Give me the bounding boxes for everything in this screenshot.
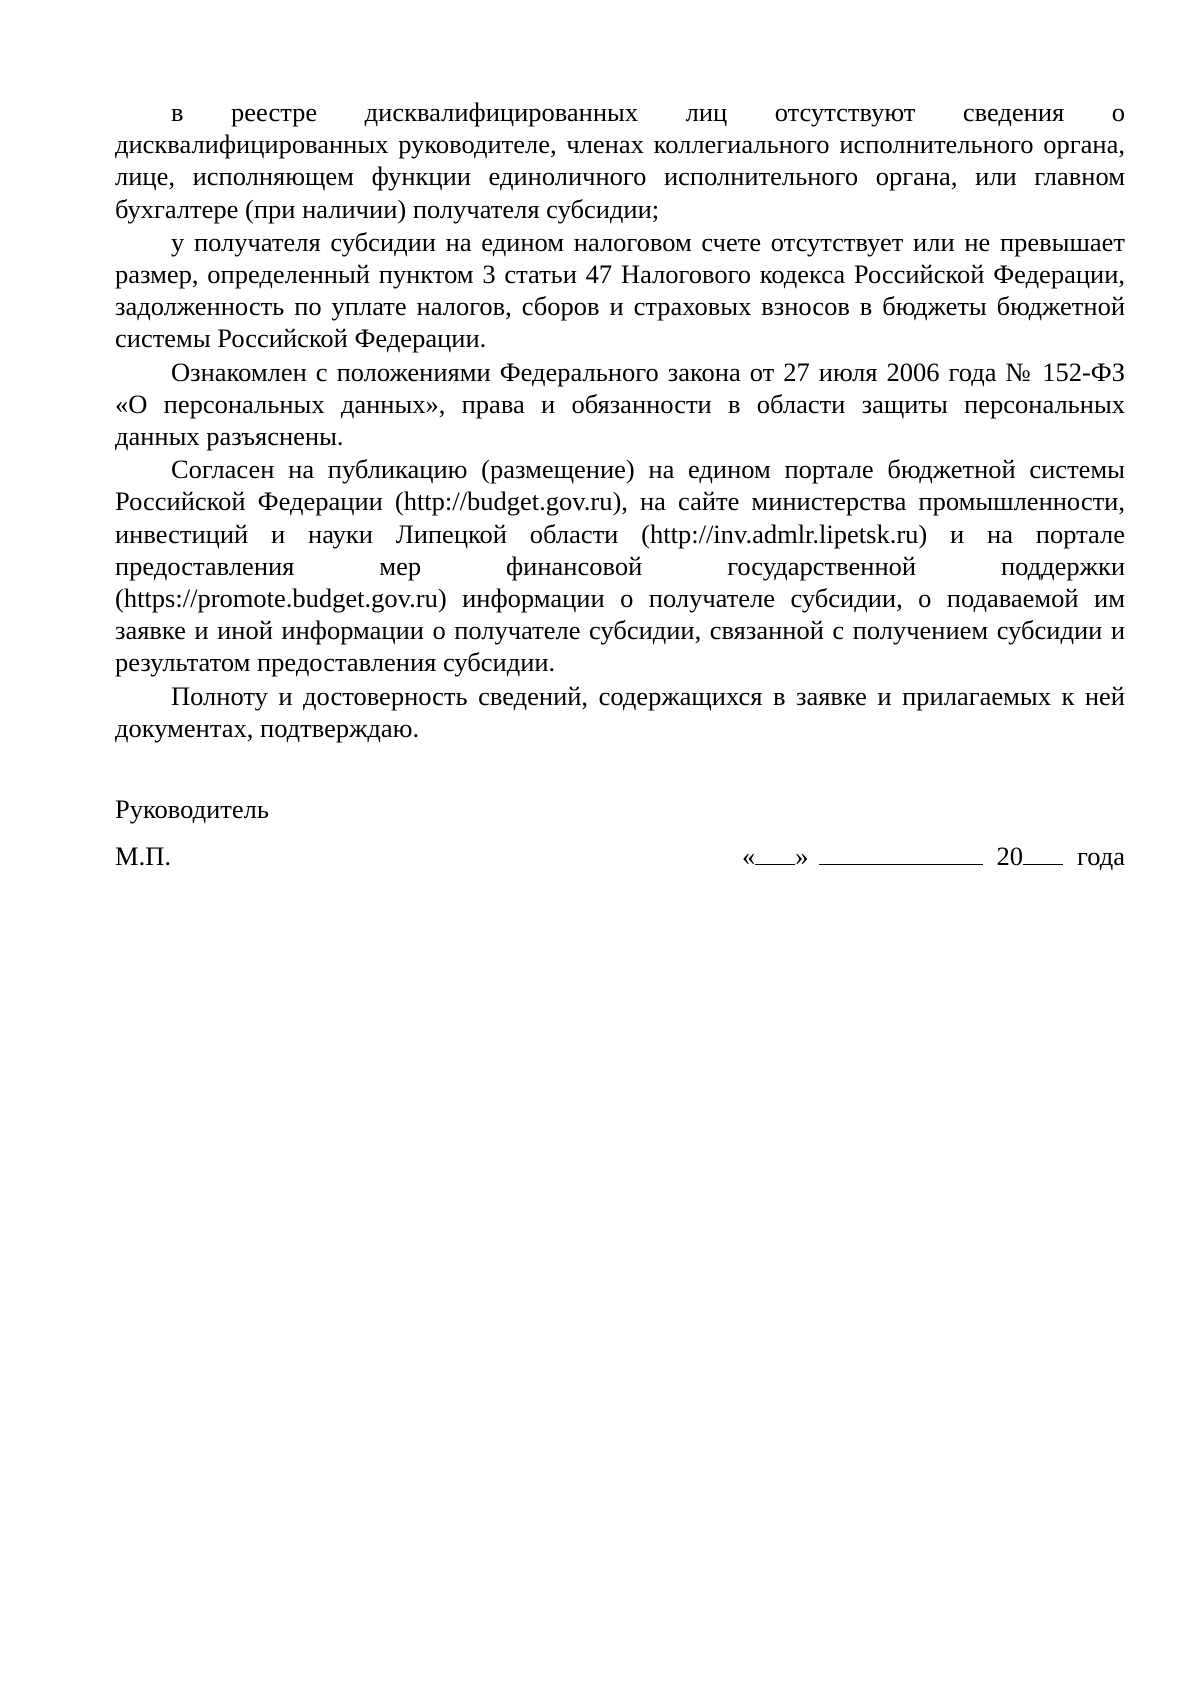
paragraph-publication-consent: Согласен на публикацию (размещение) на едином портале бюджетной системы Российской Федерации (http://budget.gov.ru), на сайте министерства промышленности, инвестиций и науки Липецкой области (http://inv.admlr.lipetsk.ru) и на портале предоставления мер финансовой государственной поддержки (https://promote.budget.gov.ru) информации о получателе субсидии, о подаваемой им заявке и иной информации о получателе субсидии, связанной с получением субсидии и результатом предоставления субсидии. bbox=[115, 454, 1125, 678]
stamp-label: М.П. bbox=[115, 841, 171, 871]
date-close-quote: » bbox=[795, 841, 809, 871]
document-body bbox=[115, 96, 1125, 745]
signer-role: Руководитель bbox=[115, 794, 269, 824]
year-blank bbox=[1023, 840, 1063, 865]
paragraph-tax-debt: у получателя субсидии на едином налоговом счете отсутствует или не превышает размер, определенный пунктом 3 статьи 47 Налогового кодекса Российской Федерации, задолженность по уплате налогов, сборов и страховых взносов в бюджеты бюджетной системы Российской Федерации. bbox=[115, 226, 1125, 354]
year-prefix: 20 bbox=[996, 841, 1024, 871]
year-suffix: года bbox=[1077, 841, 1125, 871]
paragraph-disqualified-registry: в реестре дисквалифицированных лиц отсутствуют сведения о дисквалифицированных руководителе, членах коллегиального исполнительного органа, лице, исполняющем функции единоличного исполнительного органа, или главном бухгалтере (при наличии) получателя субсидии; bbox=[115, 97, 1125, 224]
month-blank bbox=[819, 840, 983, 865]
date-line bbox=[742, 840, 1125, 872]
day-blank bbox=[755, 840, 795, 865]
paragraph-confirmation: Полноту и достоверность сведений, содержащихся в заявке и прилагаемых к ней документах, подтверждаю. bbox=[115, 680, 1125, 743]
paragraph-personal-data: Ознакомлен с положениями Федерального закона от 27 июля 2006 года № 152-ФЗ «О персональных данных», права и обязанности в области защиты персональных данных разъяснены. bbox=[115, 356, 1125, 452]
date-open-quote: « bbox=[742, 841, 756, 871]
signature-row bbox=[115, 840, 1125, 874]
